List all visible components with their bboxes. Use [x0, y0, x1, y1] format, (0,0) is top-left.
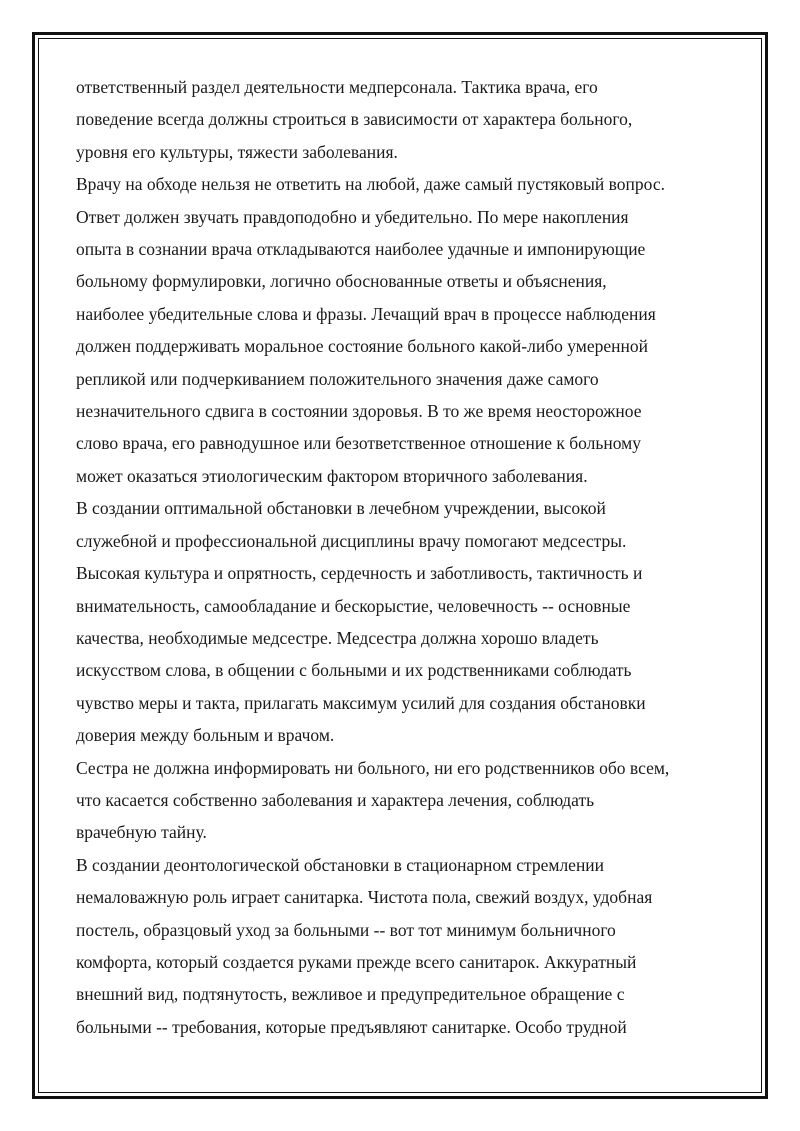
- text-line: больными -- требования, которые предъявляют санитарке. Особо трудной: [76, 1016, 627, 1037]
- text-line: должен поддерживать моральное состояние больного какой-либо умеренной: [76, 336, 648, 357]
- text-line: поведение всегда должны строиться в зависимости от характера больного,: [76, 109, 633, 130]
- text-line: В создании деонтологической обстановки в стационарном стремлении: [76, 854, 605, 875]
- text-line: врачебную тайну.: [76, 822, 207, 843]
- text-line: искусством слова, в общении с больными и их родственниками соблюдать: [76, 660, 632, 681]
- text-line: ответственный раздел деятельности медперсонала. Тактика врача, его: [76, 77, 598, 97]
- text-line: Высокая культура и опрятность, сердечность и заботливость, тактичность и: [76, 563, 643, 584]
- text-line: наиболее убедительные слова и фразы. Лечащий врач в процессе наблюдения: [76, 303, 656, 324]
- text-line: постель, образцовый уход за больными -- вот тот минимум больничного: [76, 919, 616, 940]
- text-line: доверия между больным и врачом.: [76, 725, 335, 746]
- text-line: комфорта, который создается руками прежде всего санитарок. Аккуратный: [76, 951, 637, 972]
- text-line: что касается собственно заболевания и характера лечения, соблюдать: [76, 789, 595, 810]
- text-line: слово врача, его равнодушное или безответственное отношение к больному: [76, 433, 641, 454]
- text-line: больному формулировки, логично обоснованные ответы и объяснения,: [76, 271, 607, 292]
- document-body: [76, 71, 726, 1043]
- text-line: В создании оптимальной обстановки в лечебном учреждении, высокой: [76, 498, 606, 519]
- text-line: уровня его культуры, тяжести заболевания.: [76, 141, 398, 162]
- text-line: незначительного сдвига в состоянии здоровья. В то же время неосторожное: [76, 401, 642, 422]
- text-line: Врачу на обходе нельзя не ответить на любой, даже самый пустяковый вопрос.: [76, 174, 665, 195]
- text-line: чувство меры и такта, прилагать максимум усилий для создания обстановки: [76, 692, 646, 713]
- text-line: немаловажную роль играет санитарка. Чистота пола, свежий воздух, удобная: [76, 887, 653, 908]
- text-line: может оказаться этиологическим фактором вторичного заболевания.: [76, 465, 588, 486]
- text-line: Сестра не должна информировать ни больного, ни его родственников обо всем,: [76, 757, 670, 778]
- text-line: Ответ должен звучать правдоподобно и убедительно. По мере накопления: [76, 206, 629, 227]
- text-line: опыта в сознании врача откладываются наиболее удачные и импонирующие: [76, 239, 646, 260]
- text-line: внешний вид, подтянутость, вежливое и предупредительное обращение с: [76, 984, 625, 1005]
- text-line: качества, необходимые медсестре. Медсестра должна хорошо владеть: [76, 627, 599, 648]
- text-line: внимательность, самообладание и бескорыстие, человечность -- основные: [76, 595, 631, 616]
- text-line: репликой или подчеркиванием положительного значения даже самого: [76, 368, 599, 389]
- text-line: служебной и профессиональной дисциплины врачу помогают медсестры.: [76, 530, 627, 551]
